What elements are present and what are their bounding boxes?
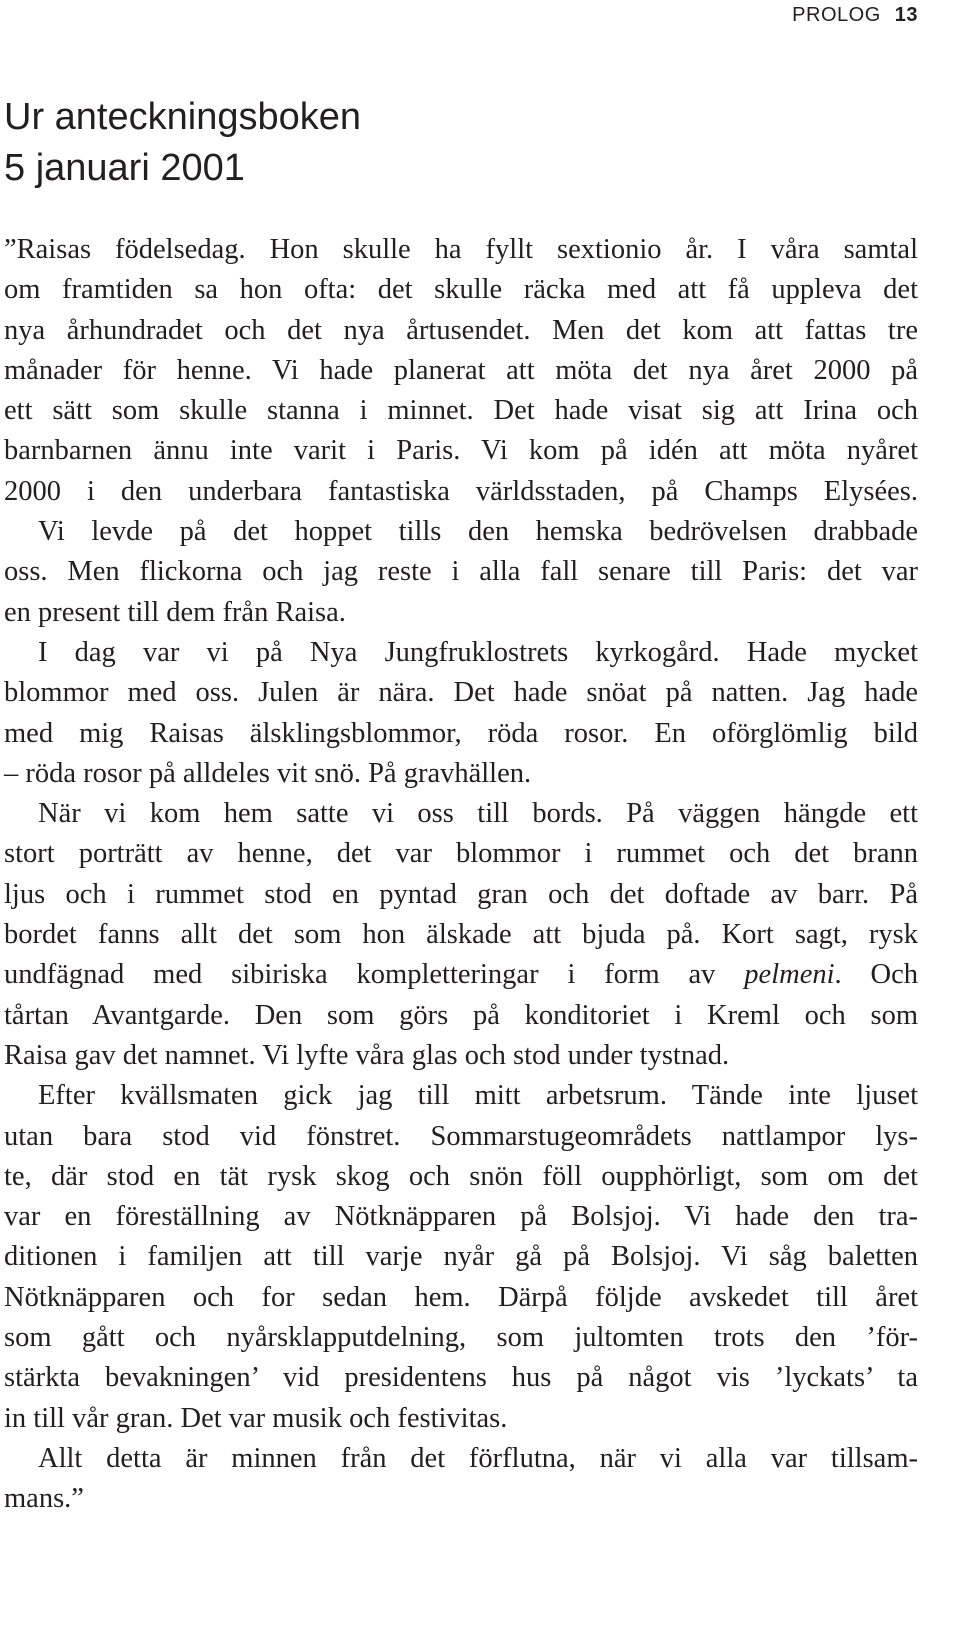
text-line: stärkta bevakningen’ vid presidentens hus på något vis ’lyckats’ ta: [4, 1362, 918, 1394]
text-line: ”Raisas födelsedag. Hon skulle ha fyllt sextionio år. I våra samtal: [4, 234, 918, 265]
text-line: om framtiden sa hon ofta: det skulle räcka med att få uppleva det: [4, 274, 918, 306]
running-head-section: PROLOG: [792, 4, 881, 26]
heading-title: Ur anteckningsboken: [4, 96, 361, 138]
text-line: I dag var vi på Nya Jungfruklostrets kyrkogård. Hade mycket: [38, 636, 918, 668]
text-line: När vi kom hem satte vi oss till bords. På väggen hängde ett: [38, 798, 918, 830]
body-text: [4, 230, 918, 1520]
text-line: te, där stod en tät rysk skog och snön föll oupphörligt, som om det: [4, 1160, 918, 1192]
text-line: månader för henne. Vi hade planerat att möta det nya året 2000 på: [4, 354, 918, 386]
text-line: en present till dem från Raisa.: [4, 596, 346, 628]
text-line: ditionen i familjen att till varje nyår gå på Bolsjoj. Vi såg baletten: [4, 1241, 918, 1273]
running-head: [792, 4, 918, 27]
text-line: utan bara stod vid fönstret. Sommarstugeområdets nattlampor lys-: [4, 1120, 918, 1152]
text-line-start: undfägnad med sibiriska kompletteringar i form av: [4, 959, 716, 991]
chapter-heading: [4, 92, 361, 194]
text-line: in till vår gran. Det var musik och festivitas.: [4, 1402, 508, 1434]
text-line: ett sätt som skulle stanna i minnet. Det hade visat sig att Irina och: [4, 395, 918, 427]
text-line: ljus och i rummet stod en pyntad gran och det doftade av barr. På: [4, 878, 918, 910]
text-line: som gått och nyårsklapputdelning, som jultomten trots den ’för-: [4, 1322, 918, 1354]
text-line: Nötknäpparen och for sedan hem. Därpå följde avskedet till året: [4, 1281, 918, 1313]
text-line: var en föreställning av Nötknäpparen på Bolsjoj. Vi hade den tra-: [4, 1201, 918, 1233]
text-line: – röda rosor på alldeles vit snö. På gravhällen.: [4, 757, 532, 789]
text-line: mans.”: [4, 1483, 84, 1515]
text-line: Raisa gav det namnet. Vi lyfte våra glas och stod under tystnad.: [4, 1039, 730, 1071]
text-line: Vi levde på det hoppet tills den hemska bedrövelsen drabbade: [38, 516, 918, 548]
text-line: 2000 i den underbara fantastiska världsstaden, på Champs Elysées.: [4, 475, 918, 507]
text-line: tårtan Avantgarde. Den som görs på konditoriet i Kreml och som: [4, 999, 918, 1031]
text-line: stort porträtt av henne, det var blommor i rummet och det brann: [4, 838, 918, 870]
text-line: bordet fanns allt det som hon älskade att bjuda på. Kort sagt, rysk: [4, 919, 918, 951]
text-line: barnbarnen ännu inte varit i Paris. Vi kom på idén att möta nyåret: [4, 435, 918, 467]
text-line: blommor med oss. Julen är nära. Det hade snöat på natten. Jag hade: [4, 677, 918, 709]
text-line: oss. Men flickorna och jag reste i alla fall senare till Paris: det var: [4, 556, 918, 588]
text-line: med mig Raisas älsklingsblommor, röda rosor. En oförglömlig bild: [4, 717, 918, 749]
page-number: 13: [894, 4, 918, 26]
italic-word: pelmeni: [744, 959, 835, 991]
heading-date: 5 januari 2001: [4, 147, 245, 189]
text-line: Efter kvällsmaten gick jag till mitt arbetsrum. Tände inte ljuset: [38, 1080, 918, 1112]
text-line: nya århundradet och det nya årtusendet. Men det kom att fattas tre: [4, 314, 918, 346]
text-line-with-italic: [4, 955, 918, 995]
text-line: Allt detta är minnen från det förflutna, när vi alla var tillsam-: [38, 1442, 918, 1474]
text-line-end: . Och: [834, 959, 918, 991]
